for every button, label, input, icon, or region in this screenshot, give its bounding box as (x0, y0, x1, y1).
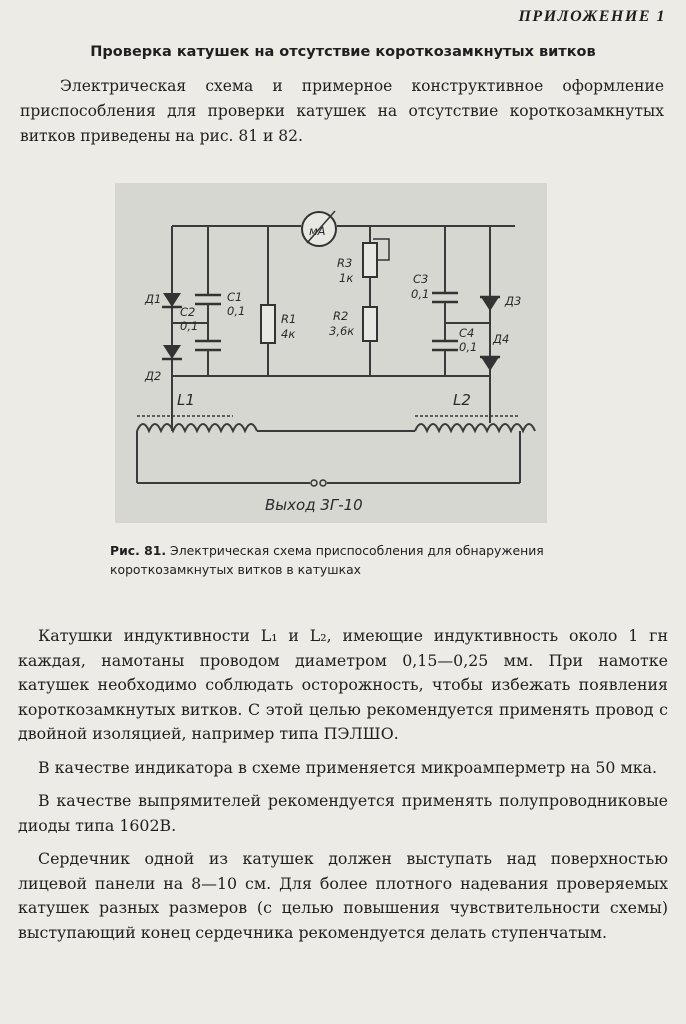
label-c2: C2 (180, 305, 196, 319)
label-r3: R3 (337, 256, 353, 270)
diode-d2-icon (163, 345, 181, 359)
resistor-r1-icon (261, 305, 275, 343)
intro-paragraph: Электрическая схема и примерное конструктивное оформление приспособления для проверки катушек на отсутствие короткозамкнутых витков приведены на рис. 81 и 82. (20, 77, 664, 145)
paragraph-indicator: В качестве индикатора в схеме применяется микроамперметр на 50 мка. (38, 757, 658, 777)
diode-d3-icon (481, 297, 499, 311)
label-c4: C4 (459, 326, 475, 340)
label-r1-value: 4к (281, 327, 296, 341)
output-terminal-icon (320, 480, 326, 486)
label-l1: L1 (177, 391, 195, 409)
label-d1: Д1 (145, 292, 162, 306)
resistor-r2-icon (363, 307, 377, 341)
label-r2-value: 3,6к (329, 324, 355, 338)
paragraph-coils: Катушки индуктивности L₁ и L₂, имеющие индуктивность около 1 гн каждая, намотаны проводом диаметром 0,15—0,25 мм. При намотке катушек необходимо соблюдать осторожность, чтобы избежать появления короткозамкнутых витков. С этой целью рекомендуется применять провод с двойной изоляцией, например типа ПЭЛШО. (18, 626, 668, 743)
section-title: Проверка катушек на отсутствие короткозамкнутых витков (90, 44, 596, 60)
label-r3-value: 1к (339, 271, 354, 285)
label-c3-value: 0,1 (411, 287, 430, 301)
label-c1: C1 (227, 290, 243, 304)
label-c2-value: 0,1 (180, 319, 199, 333)
label-r1: R1 (281, 312, 297, 326)
label-output: Выход 3Г-10 (265, 496, 363, 514)
running-head: ПРИЛОЖЕНИЕ 1 (518, 8, 666, 25)
meter-label: мА (309, 224, 326, 238)
figure-caption (110, 541, 580, 579)
label-c3: C3 (413, 272, 429, 286)
label-c4-value: 0,1 (459, 340, 478, 354)
circuit-diagram (115, 183, 547, 523)
coil-l1-icon (137, 424, 257, 431)
body-text (18, 624, 668, 954)
label-d3: Д3 (505, 294, 522, 308)
circuit-figure (115, 183, 547, 523)
caption-text: Электрическая схема приспособления для обнаружения короткозамкнутых витков в катушках (110, 543, 544, 577)
label-c1-value: 0,1 (227, 304, 246, 318)
label-d2: Д2 (145, 369, 162, 383)
label-d4: Д4 (493, 332, 510, 346)
output-terminal-icon (311, 480, 317, 486)
paragraph-core: Сердечник одной из катушек должен выступать над поверхностью лицевой панели на 8—10 см. Для более плотного надевания проверяемых катушек разных размеров (с целью повышения чувствительности схемы) выступающий конец сердечника рекомендуется делать ступенчатым. (18, 849, 668, 942)
label-l2: L2 (453, 391, 471, 409)
label-r2: R2 (333, 309, 349, 323)
diode-d1-icon (163, 293, 181, 307)
caption-label: Рис. 81. (110, 543, 167, 558)
resistor-r3-icon (363, 243, 377, 277)
paragraph-rectifiers: В качестве выпрямителей рекомендуется применять полупроводниковые диоды типа 1602В. (18, 791, 668, 835)
coil-l2-icon (415, 424, 535, 431)
diode-d4-icon (481, 357, 499, 371)
